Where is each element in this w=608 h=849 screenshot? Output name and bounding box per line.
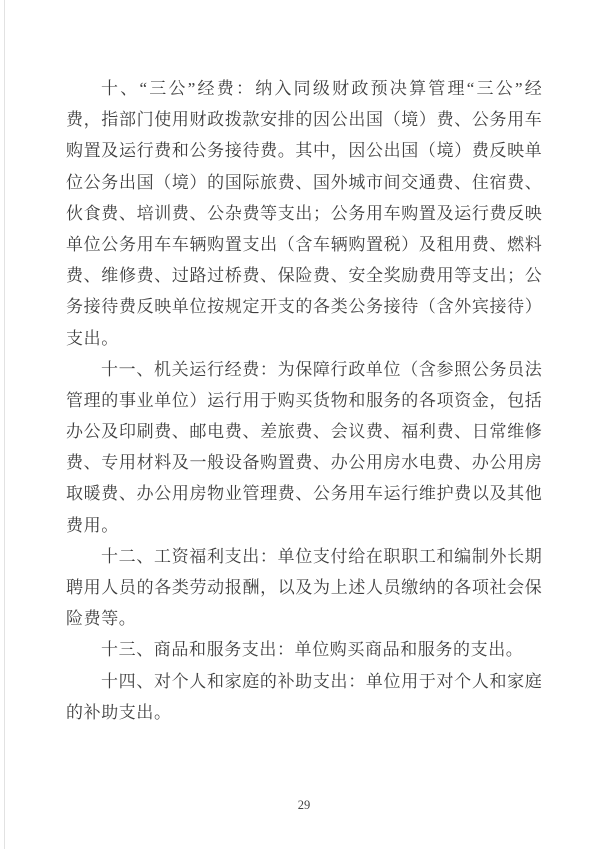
text-line: 十四、对个人和家庭的补助支出：单位用于对个人和家庭 xyxy=(101,671,542,691)
text-line: 十一、机关运行经费：为保障行政单位（含参照公务员法 xyxy=(101,359,542,379)
text-line: 位公务出国（境）的国际旅费、国外城市间交通费、住宿费、 xyxy=(66,172,542,192)
text-line: 的补助支出。 xyxy=(66,702,172,722)
paragraph-ten-sangong-expenses xyxy=(66,73,542,354)
text-line: 支出。 xyxy=(66,328,119,348)
text-line: 聘用人员的各类劳动报酬，以及为上述人员缴纳的各项社会保 xyxy=(66,578,542,597)
text-line: 十二、工资福利支出：单位支付给在职职工和编制外长期 xyxy=(101,546,542,566)
paragraph-fourteen-subsidies xyxy=(66,666,542,728)
paragraph-twelve-salary-welfare xyxy=(66,541,542,635)
text-line: 费、维修费、过路过桥费、保险费、安全奖励费用等支出；公 xyxy=(66,266,542,286)
text-line: 务接待费反映单位按规定开支的各类公务接待（含外宾接待） xyxy=(66,297,542,317)
document-text-block xyxy=(66,73,542,728)
page-number: 29 xyxy=(297,798,311,812)
text-line: 险费等。 xyxy=(66,609,137,629)
page-left-edge-line xyxy=(4,0,5,849)
text-line: 费用。 xyxy=(66,515,119,535)
text-line: 单位公务用车车辆购置支出（含车辆购置税）及租用费、燃料 xyxy=(66,234,542,254)
text-line: 管理的事业单位）运行用于购买货物和服务的各项资金，包括 xyxy=(66,390,542,410)
text-line: 办公及印刷费、邮电费、差旅费、会议费、福利费、日常维修 xyxy=(66,422,542,442)
paragraph-thirteen-goods-services xyxy=(66,634,542,665)
text-line: 费，指部门使用财政拨款安排的因公出国（境）费、公务用车 xyxy=(66,110,542,130)
text-line: 十三、商品和服务支出：单位购买商品和服务的支出。 xyxy=(101,640,524,660)
paragraph-eleven-operating-funds xyxy=(66,354,542,541)
text-line: 购置及运行费和公务接待费。其中，因公出国（境）费反映单 xyxy=(66,141,542,161)
text-line: 费、专用材料及一般设备购置费、办公用房水电费、办公用房 xyxy=(66,453,542,473)
text-line: 取暖费、办公用房物业管理费、公务用车运行维护费以及其他 xyxy=(66,484,542,504)
text-line: 伙食费、培训费、公杂费等支出；公务用车购置及运行费反映 xyxy=(66,203,542,223)
text-line: 十、“三公”经费：纳入同级财政预决算管理“三公”经 xyxy=(101,79,542,98)
